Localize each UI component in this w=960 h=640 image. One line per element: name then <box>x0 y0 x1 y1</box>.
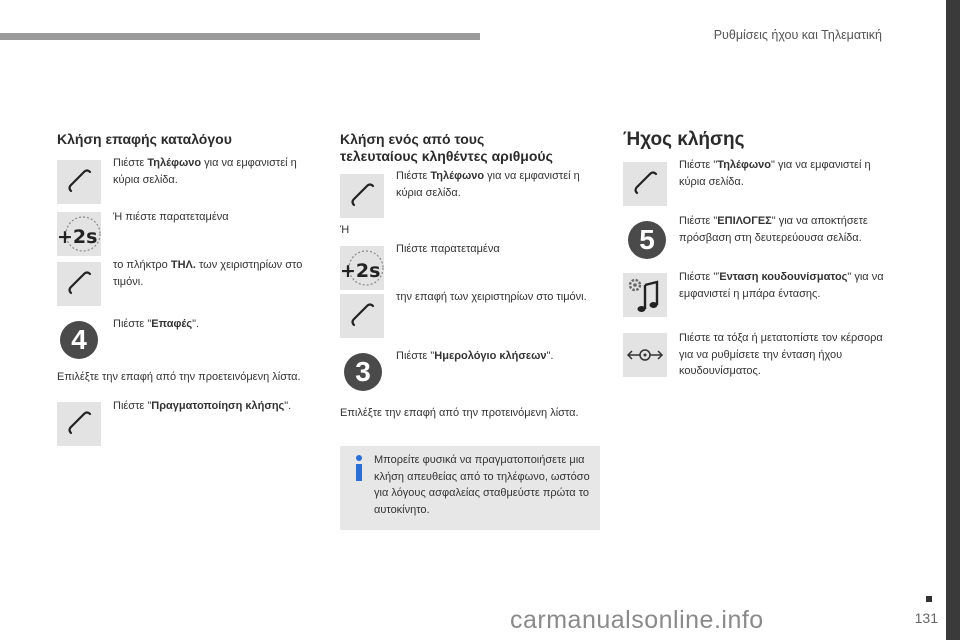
col2-step3: την επαφή των χειριστηρίων στο τιμόνι. <box>396 291 587 303</box>
col2-step5: Επιλέξτε την επαφή από την προτεινόμενη λίστα. <box>340 407 579 419</box>
step-number-badge: 4 <box>60 321 98 359</box>
step-number-badge: 3 <box>344 353 382 391</box>
col1-step3: το πλήκτρο ΤΗΛ. των χειριστηρίων στο τιμόνι. <box>113 259 303 288</box>
col3-step1: Πιέστε "Τηλέφωνο" για να εμφανιστεί η κύρια σελίδα. <box>679 159 871 188</box>
watermark: carmanualsonline.info <box>510 606 764 634</box>
step-number-badge: 5 <box>628 221 666 259</box>
hold-2s-icon <box>57 212 101 256</box>
svg-text:+2s: +2s <box>340 260 381 282</box>
phone-icon <box>57 160 101 204</box>
svg-text:+2s: +2s <box>57 226 98 248</box>
col2-step4: Πιέστε "Ημερολόγιο κλήσεων". <box>396 350 554 362</box>
col2-heading: Κλήση ενός από τους τελευταίους κληθέντες αριθμούς <box>340 131 553 164</box>
col1-step6: Πιέστε "Πραγματοποίηση κλήσης". <box>113 400 292 412</box>
phone-icon <box>57 262 101 306</box>
col3-step3: Πιέστε "Ένταση κουδουνίσματος" για να εμφανιστεί η μπάρα έντασης. <box>679 271 884 300</box>
col1-step1: Πιέστε Τηλέφωνο για να εμφανιστεί η κύρια σελίδα. <box>113 157 297 186</box>
info-icon <box>352 454 366 482</box>
phone-icon <box>57 402 101 446</box>
page-header: Ρυθμίσεις ήχου και Τηλεματική <box>713 28 882 42</box>
col3-step4: Πιέστε τα τόξα ή μετατοπίστε τον κέρσορα για να ρυθμίσετε την ένταση ήχου κουδουνίσματος. <box>679 332 883 377</box>
header-bar <box>0 33 480 40</box>
info-box <box>340 446 600 530</box>
col1-step4: Πιέστε "Επαφές". <box>113 318 200 330</box>
page-marker <box>926 596 932 602</box>
info-text: Μπορείτε φυσικά να πραγματοποιήσετε μια κλήση απευθείας από το τηλέφωνο, ωστόσο για λόγους ασφαλείας σταθμεύστε πρώτα το αυτοκίνητο. <box>374 454 590 516</box>
col2-step1: Πιέστε Τηλέφωνο για να εμφανιστεί η κύρια σελίδα. <box>396 170 580 199</box>
col3-step2: Πιέστε "ΕΠΙΛΟΓΕΣ" για να αποκτήσετε πρόσβαση στη δευτερεύουσα σελίδα. <box>679 215 868 244</box>
hold-2s-icon <box>340 246 384 290</box>
volume-slider-icon <box>623 333 667 377</box>
phone-icon <box>340 294 384 338</box>
phone-icon <box>340 174 384 218</box>
page-number: 131 <box>914 610 938 626</box>
ringtone-settings-icon <box>623 273 667 317</box>
phone-icon <box>623 162 667 206</box>
side-bar <box>946 0 960 640</box>
col1-step2: Ή πιέστε παρατεταμένα <box>113 211 229 223</box>
col1-step5: Επιλέξτε την επαφή από την προετεινόμενη λίστα. <box>57 371 301 383</box>
col2-or: Ή <box>340 224 350 236</box>
col2-step2: Πιέστε παρατεταμένα <box>396 243 500 255</box>
col1-heading: Κλήση επαφής καταλόγου <box>57 131 232 147</box>
col3-heading: Ήχος κλήσης <box>623 129 745 150</box>
